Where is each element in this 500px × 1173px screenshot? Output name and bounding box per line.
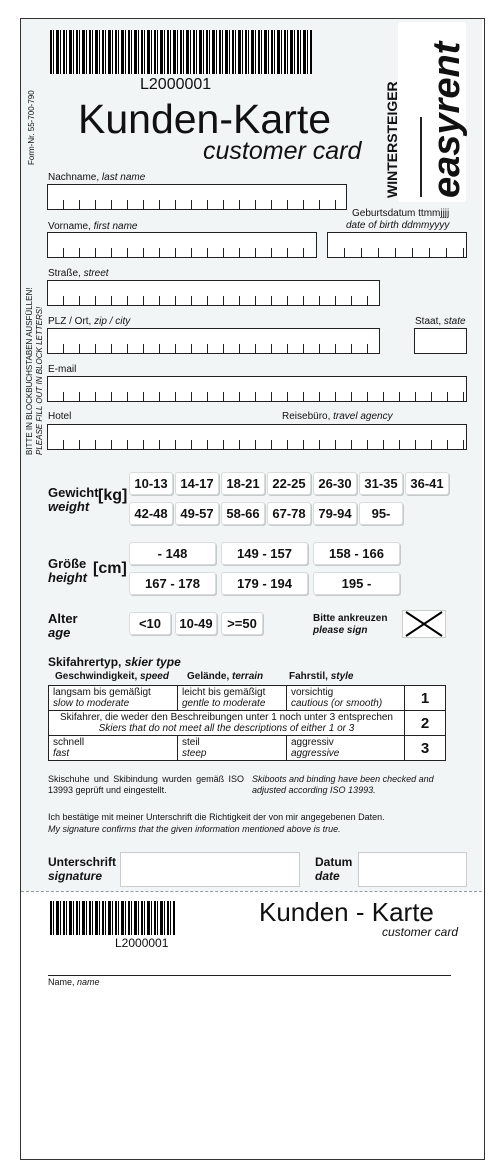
weight-option[interactable]: 31-35 xyxy=(359,472,403,495)
age-option[interactable]: >=50 xyxy=(221,612,263,635)
signature-field[interactable] xyxy=(120,852,300,887)
firstname-label xyxy=(48,221,138,232)
col-style-en: style xyxy=(330,671,354,682)
type1-speed-en: slow to moderate xyxy=(53,698,130,709)
agency-label xyxy=(282,411,393,422)
weight-option[interactable]: 79-94 xyxy=(313,502,357,525)
weight-option[interactable]: 22-25 xyxy=(267,472,311,495)
zip-label-de: PLZ / Ort, xyxy=(48,316,95,327)
type1-terrain-de: leicht bis gemäßigt xyxy=(182,687,266,698)
zip-label-en: zip / city xyxy=(94,316,131,327)
stub-card-id: L2000001 xyxy=(115,936,169,950)
card-id: L2000001 xyxy=(140,76,212,93)
weight-option[interactable]: 49-57 xyxy=(175,502,219,525)
height-option[interactable]: 179 - 194 xyxy=(221,572,308,595)
col-terrain-en: terrain xyxy=(232,671,264,682)
type3-terrain-de: steil xyxy=(182,737,200,748)
birth-label-de: Geburtsdatum ttmmjjjj xyxy=(352,208,450,219)
type1-number: 1 xyxy=(405,686,446,711)
col-style-de: Fahrstil, xyxy=(289,671,331,682)
agency-label-de: Reisebüro, xyxy=(282,411,334,422)
height-option[interactable]: 149 - 157 xyxy=(221,542,308,565)
email-field[interactable] xyxy=(47,376,467,402)
state-label xyxy=(415,316,466,327)
weight-option[interactable]: 36-41 xyxy=(405,472,449,495)
cross-mark-svg xyxy=(402,610,446,638)
height-label-en: height xyxy=(48,570,87,585)
page-title: Kunden-Karte xyxy=(78,96,332,142)
iso-statement-en: Skiboots and binding have been checked and adjusted according ISO 13993. xyxy=(252,774,434,795)
state-field[interactable] xyxy=(414,328,467,354)
mark-instruction-en: please sign xyxy=(313,625,368,636)
stub-name-label-de: Name, xyxy=(48,977,78,987)
weight-label-en: weight xyxy=(48,499,90,514)
date-field[interactable] xyxy=(358,852,467,887)
age-label-de: Alter xyxy=(48,611,78,626)
hotel-agency-field[interactable] xyxy=(47,424,467,450)
barcode xyxy=(50,30,312,74)
type1-terrain-en: gentle to moderate xyxy=(182,698,266,709)
confirm-statement-de: Ich bestätige mit meiner Unterschrift die Richtigkeit der von mir angegebenen Daten. xyxy=(48,812,385,822)
stub-name-line[interactable] xyxy=(48,975,451,976)
state-label-en: state xyxy=(443,316,466,327)
street-label xyxy=(48,268,109,279)
type3-style-de: aggressiv xyxy=(291,737,334,748)
date-label-en: date xyxy=(315,869,340,883)
confirm-statement-en: My signature confirms that the given information mentioned above is true. xyxy=(48,824,341,834)
col-style xyxy=(289,671,353,682)
weight-option[interactable]: 14-17 xyxy=(175,472,219,495)
side-note xyxy=(25,288,45,455)
type3-style-en: aggressive xyxy=(291,748,340,759)
stub-title: Kunden - Karte xyxy=(259,897,434,927)
type3-terrain-en: steep xyxy=(182,748,207,759)
iso-statement-de: Skischuhe und Skibindung wurden gemäß ISO 13993 geprüft und eingestellt. xyxy=(48,774,244,795)
cross-mark-icon xyxy=(402,610,446,638)
weight-option[interactable]: 95- xyxy=(359,502,403,525)
weight-option[interactable]: 26-30 xyxy=(313,472,357,495)
height-option[interactable]: 195 - xyxy=(313,572,400,595)
zip-label xyxy=(48,316,130,327)
stub-name-label xyxy=(48,977,100,987)
type1-style-de: vorsichtig xyxy=(291,687,334,698)
lastname-label-en: last name xyxy=(101,172,146,183)
tear-off-line xyxy=(21,891,482,892)
age-label-en: age xyxy=(48,625,71,640)
col-terrain-de: Gelände, xyxy=(187,671,233,682)
stub-subtitle: customer card xyxy=(382,925,459,939)
type3-speed-en: fast xyxy=(53,748,70,759)
birth-label-en: date of birth ddmmyyyy xyxy=(346,220,450,231)
lastname-field[interactable] xyxy=(47,184,347,210)
easyrent-wordmark: easyrent xyxy=(426,41,468,198)
firstname-field[interactable] xyxy=(47,232,317,258)
zip-city-field[interactable] xyxy=(47,328,380,354)
hotel-label: Hotel xyxy=(48,411,72,422)
age-option[interactable]: <10 xyxy=(129,612,171,635)
mark-instruction-de: Bitte ankreuzen xyxy=(313,613,388,624)
weight-option[interactable]: 58-66 xyxy=(221,502,265,525)
agency-label-en: travel agency xyxy=(333,411,393,422)
firstname-label-en: first name xyxy=(93,221,138,232)
wintersteiger-wordmark: WINTERSTEIGER xyxy=(384,81,400,198)
skier-type-title-de: Skifahrertyp, xyxy=(48,655,125,669)
date-label-de: Datum xyxy=(315,855,353,869)
firstname-label-de: Vorname, xyxy=(48,221,94,232)
weight-label-de: Gewicht xyxy=(48,485,99,500)
skier-type-title xyxy=(48,655,181,669)
weight-option[interactable]: 67-78 xyxy=(267,502,311,525)
col-speed xyxy=(55,671,169,682)
col-terrain xyxy=(187,671,263,682)
weight-option[interactable]: 42-48 xyxy=(129,502,173,525)
height-option[interactable]: 158 - 166 xyxy=(313,542,400,565)
lastname-label-de: Nachname, xyxy=(48,172,102,183)
type1-speed-de: langsam bis gemäßigt xyxy=(53,687,151,698)
skier-type-row-1[interactable] xyxy=(49,686,446,711)
skier-type-title-en: skier type xyxy=(124,655,181,669)
height-option[interactable]: - 148 xyxy=(129,542,216,565)
street-field[interactable] xyxy=(47,280,380,306)
type2-en: Skiers that do not meet all the descriptions of either 1 or 3 xyxy=(98,723,355,734)
email-label: E-mail xyxy=(48,364,77,375)
type2-number: 2 xyxy=(405,711,446,736)
birthdate-field[interactable] xyxy=(327,232,467,258)
age-option[interactable]: 10-49 xyxy=(175,612,217,635)
weight-unit: [kg] xyxy=(98,487,128,504)
col-speed-de: Geschwindigkeit, xyxy=(55,671,141,682)
page-subtitle: customer card xyxy=(203,137,362,165)
form-number: Form-Nr. 55-700-790 xyxy=(27,90,36,165)
type2-de: Skifahrer, die weder den Beschreibungen unter 1 noch unter 3 entsprechen xyxy=(60,712,393,723)
type3-number: 3 xyxy=(405,736,446,761)
skier-type-table xyxy=(48,685,446,761)
stub-name-label-en: name xyxy=(77,977,100,987)
brand-divider xyxy=(420,117,422,197)
state-label-de: Staat, xyxy=(415,316,444,327)
type3-speed-de: schnell xyxy=(53,737,85,748)
stub-barcode xyxy=(50,901,175,935)
height-label-de: Größe xyxy=(48,556,87,571)
weight-option[interactable]: 10-13 xyxy=(129,472,173,495)
type1-style-en: cautious (or smooth) xyxy=(291,698,383,709)
skier-type-row-2[interactable] xyxy=(49,711,446,736)
easyrent-logo xyxy=(384,22,468,202)
street-label-de: Straße, xyxy=(48,268,84,279)
signature-label-de: Unterschrift xyxy=(48,855,117,869)
skier-type-row-3[interactable] xyxy=(49,736,446,761)
side-note-de: BITTE IN BLOCKBUCHSTABEN AUSFÜLLEN! xyxy=(25,287,34,455)
weight-option[interactable]: 18-21 xyxy=(221,472,265,495)
height-unit: [cm] xyxy=(93,560,127,577)
side-note-en: PLEASE FILL OUT IN BLOCK LETTERS! xyxy=(35,306,44,455)
height-option[interactable]: 167 - 178 xyxy=(129,572,216,595)
signature-label-en: signature xyxy=(48,869,103,883)
col-speed-en: speed xyxy=(140,671,169,682)
lastname-label xyxy=(48,172,145,183)
street-label-en: street xyxy=(83,268,109,279)
